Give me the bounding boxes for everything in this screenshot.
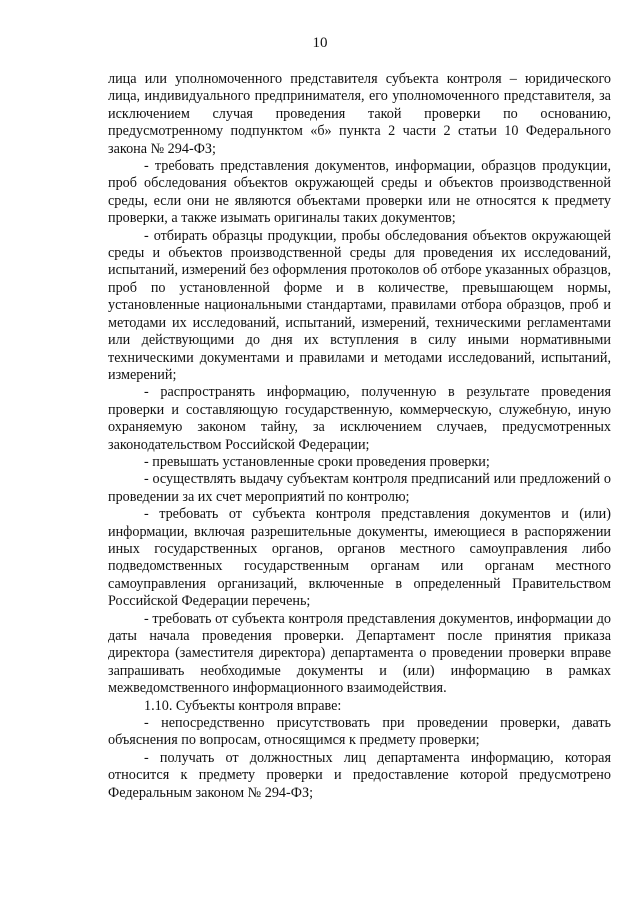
- document-body: [108, 71, 611, 802]
- paragraph: - требовать от субъекта контроля представления документов, информации до даты начала проведения проверки. Департамент после принятия приказа директора (заместителя директора) департамента о проведении проверки вправе запрашивать необходимые документы и (или) информацию в рамках межведомственного информационного взаимодействия.: [108, 610, 611, 697]
- paragraph: лица или уполномоченного представителя субъекта контроля – юридического лица, индивидуального предпринимателя, его уполномоченного представителя, за исключением случая проведения такой проверки по основанию, предусмотренному подпунктом «б» пункта 2 части 2 статьи 10 Федерального закона № 294-ФЗ;: [108, 71, 611, 157]
- page-number: 10: [312, 35, 328, 51]
- section-heading: 1.10. Субъекты контроля вправе:: [144, 697, 342, 714]
- paragraph: - отбирать образцы продукции, пробы обследования объектов окружающей среды и объектов производственной среды для проведения их исследований, испытаний, измерений без оформления протоколов об отборе указанных образцов, проб по установленной форме и в количестве, превышающем нормы, установленные национальными стандартами, правилами отбора образцов, проб и методами их исследований, испытаний, измерений, техническими регламентами или действующими до дня их вступления в силу иными нормативными техническими документами и правилами и методами исследований, испытаний, измерений;: [108, 227, 611, 383]
- paragraph: - требовать от субъекта контроля представления документов и (или) информации, включая разрешительные документы, имеющиеся в распоряжении иных государственных органов, органов местного самоуправления либо подведомственных государственным органам или органам местного самоуправления организаций, включенные в определенный Правительством Российской Федерации перечень;: [108, 506, 611, 610]
- paragraph: - получать от должностных лиц департамента информацию, которая относится к предмету проверки и предоставление которой предусмотрено Федеральным законом № 294-ФЗ;: [108, 749, 611, 801]
- paragraph: - превышать установленные сроки проведения проверки;: [144, 453, 490, 470]
- paragraph: - осуществлять выдачу субъектам контроля предписаний или предложений о проведении за их счет мероприятий по контролю;: [108, 471, 611, 505]
- paragraph: - распространять информацию, полученную в результате проведения проверки и составляющую государственную, коммерческую, служебную, иную охраняемую законом тайну, за исключением случаев, предусмотренных законодательством Российской Федерации;: [108, 384, 611, 453]
- paragraph: - требовать представления документов, информации, образцов продукции, проб обследования объектов окружающей среды и объектов производственной среды, если они не являются объектами проверки или не относятся к предмету проверки, а также изымать оригиналы таких документов;: [108, 158, 611, 227]
- paragraph: - непосредственно присутствовать при проведении проверки, давать объяснения по вопросам, относящимся к предмету проверки;: [108, 715, 611, 749]
